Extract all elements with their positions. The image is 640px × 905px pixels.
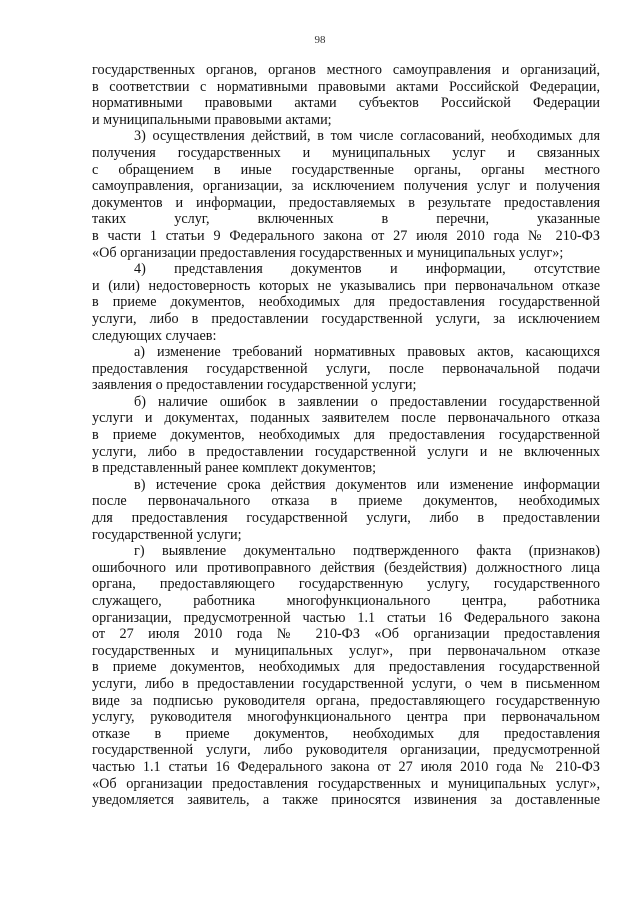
text-line: и (или) недостоверность которых не указывались при первоначальном отказе: [92, 277, 600, 294]
text-line: «Об организации предоставления государственных и муниципальных услуг»,: [92, 775, 600, 792]
text-line: б) наличие ошибок в заявлении о предоставлении государственной: [134, 393, 600, 410]
page-number: 98: [314, 34, 326, 46]
text-line: государственных и муниципальных услуг», при первоначальном отказе: [92, 642, 600, 659]
text-line: органа, предоставляющего государственную услугу, государственного: [92, 576, 600, 593]
text-line: виде за подписью руководителя органа, предоставляющего государственную: [92, 692, 600, 709]
text-line: частью 1.1 статьи 16 Федерального закона от 27 июля 2010 года № 210-ФЗ: [92, 758, 600, 775]
text-line: самоуправления, организации, за исключением получения услуг и получения: [92, 178, 600, 195]
text-line: предоставления государственной услуги, после первоначальной подачи: [92, 360, 600, 377]
text-line: отказе в приеме документов, необходимых для предоставления: [92, 725, 600, 742]
text-line: и муниципальными правовыми актами;: [92, 111, 332, 128]
text-line: организации, предусмотренной частью 1.1 статьи 16 Федерального закона: [92, 609, 600, 626]
text-line: услуги, либо в предоставлении государственной услуги, за исключением: [92, 310, 600, 327]
text-line: в части 1 статьи 9 Федерального закона от 27 июля 2010 года № 210-ФЗ: [92, 227, 600, 244]
text-line: следующих случаев:: [92, 327, 217, 344]
text-line: 3) осуществления действий, в том числе согласований, необходимых для: [134, 128, 600, 145]
text-line: служащего, работника многофункционального центра, работника: [92, 593, 600, 609]
text-line: после первоначального отказа в приеме документов, необходимых: [92, 493, 600, 510]
text-line: в приеме документов, необходимых для предоставления государственной: [92, 294, 600, 311]
text-line: таких услуг, включенных в перечни, указанные: [92, 211, 600, 228]
text-line: а) изменение требований нормативных правовых актов, касающихся: [134, 344, 600, 361]
text-line: в приеме документов, необходимых для предоставления государственной: [92, 659, 600, 676]
text-line: в соответствии с нормативными правовыми актами Российской Федерации,: [92, 78, 600, 95]
text-line: в приеме документов, необходимых для предоставления государственной: [92, 427, 600, 444]
document-body: [92, 62, 600, 809]
text-line: государственной услуги, либо руководителя организации, предусмотренной: [92, 742, 600, 759]
text-line: уведомляется заявитель, а также приносятся извинения за доставленные: [92, 792, 600, 809]
text-line: от 27 июля 2010 года № 210-ФЗ «Об организации предоставления: [92, 626, 600, 643]
text-line: ошибочного или противоправного действия (бездействия) должностного лица: [92, 559, 600, 576]
text-line: услуги, либо в предоставлении государственной услуги и не включенных: [92, 443, 600, 460]
text-line: г) выявление документально подтвержденного факта (признаков): [134, 543, 600, 560]
text-line: услуги и документах, поданных заявителем после первоначального отказа: [92, 410, 600, 427]
text-line: заявления о предоставлении государственной услуги;: [92, 377, 417, 394]
text-line: в) истечение срока действия документов или изменение информации: [134, 476, 600, 493]
text-line: документов и информации, предоставляемых в результате предоставления: [92, 194, 600, 211]
text-line: 4) представления документов и информации, отсутствие: [134, 261, 600, 278]
text-line: государственных органов, органов местного самоуправления и организаций,: [92, 62, 600, 78]
text-line: услугу, руководителя многофункционального центра при первоначальном: [92, 709, 600, 726]
text-line: государственной услуги;: [92, 526, 242, 543]
text-line: услуги, либо в предоставлении государственной услуги, о чем в письменном: [92, 675, 600, 692]
text-line: в представленный ранее комплект документов;: [92, 460, 377, 477]
text-line: получения государственных и муниципальных услуг и связанных: [92, 144, 600, 161]
text-line: для предоставления государственной услуги, либо в предоставлении: [92, 510, 600, 527]
text-line: нормативными правовыми актами субъектов Российской Федерации: [92, 95, 600, 112]
text-line: с обращением в иные государственные органы, органы местного: [92, 161, 600, 178]
text-line: «Об организации предоставления государственных и муниципальных услуг»;: [92, 244, 564, 261]
